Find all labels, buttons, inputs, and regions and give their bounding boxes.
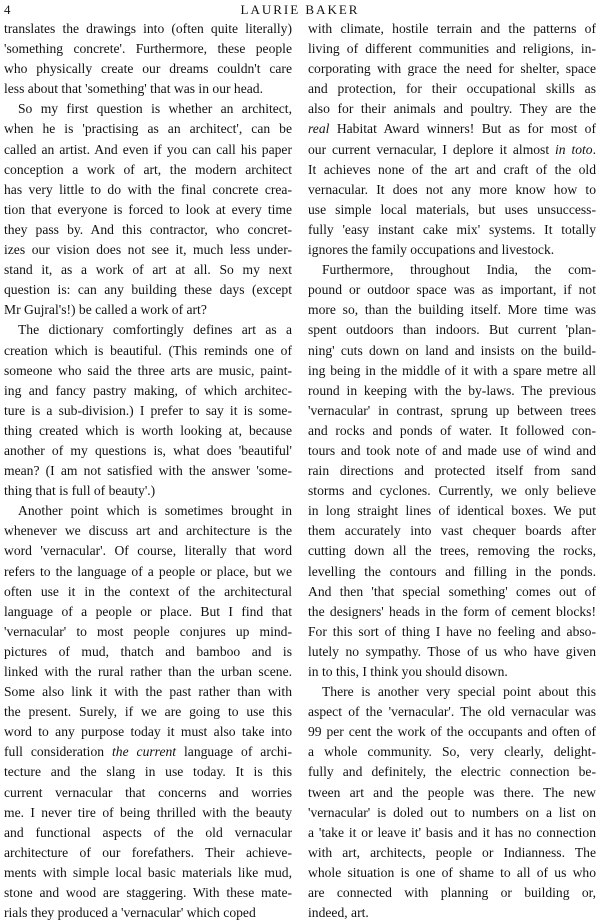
line-text: more so, than the building itself. More time was <box>308 302 596 318</box>
line-text: ing and fancy pastry making, of which architec- <box>4 382 292 398</box>
line-text: 'vernacular' is doled out to numbers on a list on <box>308 804 596 820</box>
text-line <box>4 682 292 702</box>
text-line <box>308 863 596 883</box>
text-line <box>308 220 596 240</box>
line-text: mean? (I am not satisfied with the answer 'some- <box>4 463 292 479</box>
text-line <box>4 240 292 260</box>
text-line <box>4 200 292 220</box>
line-text: Mr Gujral's!) be called a work of art? <box>4 302 207 318</box>
text-line <box>4 260 292 280</box>
text-line <box>4 582 292 602</box>
text-line <box>308 160 596 180</box>
text-line <box>308 823 596 843</box>
text-line <box>308 59 596 79</box>
text-line <box>4 662 292 682</box>
line-text: the designers' heads in the form of cement blocks! <box>308 603 596 619</box>
line-text: There is another very special point about this <box>322 684 596 700</box>
text-line <box>308 119 596 139</box>
line-text: and functional aspects of the old vernacular <box>4 824 292 840</box>
text-line <box>308 401 596 421</box>
text-line <box>4 381 292 401</box>
right-text-column <box>308 19 596 923</box>
line-text: less about that 'something' that was in our head. <box>4 81 263 97</box>
line-text: Furthermore, throughout India, the com- <box>322 262 596 278</box>
line-text: pound or outdoor space was as important, if not <box>308 282 596 298</box>
text-line <box>308 260 596 280</box>
line-text: Some also link it with the past rather than with <box>4 684 292 700</box>
line-text: with art, architects, people or Indianness. The <box>308 844 596 860</box>
text-line <box>4 521 292 541</box>
line-text: real Habitat Award winners! But as for most of <box>308 121 596 137</box>
text-line <box>308 762 596 782</box>
page-number: 4 <box>4 2 11 17</box>
text-line <box>4 341 292 361</box>
text-line <box>308 562 596 582</box>
text-line <box>4 140 292 160</box>
text-line <box>4 220 292 240</box>
text-line <box>4 160 292 180</box>
text-line <box>4 722 292 742</box>
line-text: often use it in the context of the architectural <box>4 583 292 599</box>
line-text: ments with simple local basic materials like mud, <box>4 864 292 880</box>
text-line <box>4 39 292 59</box>
line-text: tion that everyone is forced to look at every time <box>4 201 292 217</box>
text-line <box>4 602 292 622</box>
text-line <box>308 39 596 59</box>
line-text: pictures of mud, thatch and bamboo and is <box>4 643 292 659</box>
line-text: current vernacular that concerns and worries <box>4 784 292 800</box>
line-text: and rocks and ponds of water. It followed con- <box>308 422 596 438</box>
text-line <box>308 843 596 863</box>
line-text: me. I never tire of being thrilled with the beauty <box>4 804 292 820</box>
line-text: creation which is beautiful. (This reminds one of <box>4 342 292 358</box>
text-line <box>4 843 292 863</box>
text-line <box>308 903 596 923</box>
text-line <box>4 883 292 903</box>
text-line <box>4 361 292 381</box>
running-head: LAURIE BAKER <box>240 2 360 17</box>
text-line <box>308 441 596 461</box>
line-text: refers to the language of a people or place, but we <box>4 563 292 579</box>
line-text: linked with the rural rather than the urban scene. <box>4 664 292 679</box>
line-text: tween art and the people was there. The new <box>308 784 596 800</box>
text-line <box>308 582 596 602</box>
line-text: 'vernacular' in contrast, sprung up between trees <box>308 402 596 418</box>
text-line <box>308 803 596 823</box>
text-line <box>308 642 596 662</box>
line-text: them accurately into vast chequer boards after <box>308 523 596 539</box>
text-line <box>308 300 596 320</box>
line-text: ignores the family occupations and livestock. <box>308 242 555 258</box>
line-text: whole situation is one of shame to all of us who <box>308 864 596 880</box>
line-text: tours and took note of and made use of wind and <box>308 442 596 458</box>
line-text: another of my questions is, what does 'beautiful' <box>4 442 292 458</box>
line-text: living of different communities and religions, in- <box>308 41 596 57</box>
line-text: with climate, hostile terrain and the patterns of <box>308 21 596 36</box>
line-text: who physically create our dreams couldn't care <box>4 61 292 77</box>
line-text: and protection, for their occupational skills as <box>308 81 596 97</box>
text-line <box>308 622 596 642</box>
text-line <box>308 180 596 200</box>
text-line <box>308 381 596 401</box>
text-line <box>4 783 292 803</box>
text-line <box>308 883 596 903</box>
text-line <box>308 521 596 541</box>
line-text: round in keeping with the by-laws. The previous <box>308 382 596 398</box>
line-text: lutely no sympathy. Those of us who have given <box>308 643 596 659</box>
line-text: ing being in the middle of it with a spare metre all <box>308 362 596 378</box>
line-text: called an artist. And even if you can call his paper <box>4 141 292 157</box>
text-line <box>4 702 292 722</box>
line-text: when he is 'practising as an architect', can be <box>4 121 292 137</box>
text-line <box>4 59 292 79</box>
text-line <box>308 140 596 160</box>
line-text: rials they produced a 'vernacular' which coped <box>4 905 256 921</box>
line-text: levelling the contours and filling in the ponds. <box>308 563 596 579</box>
text-line <box>4 762 292 782</box>
line-text: whenever we discuss art and architecture is the <box>4 523 292 539</box>
line-text: in to this, I think you should disown. <box>308 664 508 679</box>
line-text: vernacular. It does not any more know how to <box>308 181 596 197</box>
text-line <box>308 200 596 220</box>
text-line <box>4 903 292 923</box>
text-line <box>4 501 292 521</box>
left-text-column <box>4 19 292 923</box>
line-text: fully 'easy instant cake mix' systems. It totally <box>308 221 596 237</box>
line-text: fully and definitely, the electric connection be- <box>308 764 596 780</box>
line-text: word to any purpose today it must also take into <box>4 724 292 740</box>
text-line <box>4 421 292 441</box>
line-text: use simple local materials, but uses unsuccess- <box>308 201 596 217</box>
line-text: in long straight lines of identical boxes. We put <box>308 503 596 519</box>
line-text: our current vernacular, I deplore it almost in toto. <box>308 141 596 157</box>
text-line <box>308 421 596 441</box>
text-line <box>4 401 292 421</box>
line-text: also for their animals and poultry. They are the <box>308 101 596 117</box>
line-text: architecture of our forefathers. Their achieve- <box>4 844 292 860</box>
text-line <box>4 280 292 300</box>
line-text: storms and cyclones. Currently, we only believe <box>308 483 596 499</box>
text-line <box>4 119 292 139</box>
line-text: stone and wood are staggering. With these mate- <box>4 885 292 901</box>
line-text: ning' cuts down on land and insists on the build- <box>308 342 596 358</box>
line-text: aspect of the 'vernacular'. The old vernacular was <box>308 704 596 720</box>
text-line <box>4 622 292 642</box>
line-text: word 'vernacular'. Of course, literally that word <box>4 543 292 559</box>
text-line <box>4 99 292 119</box>
line-text: a whole community. So, very clearly, delight- <box>308 744 596 760</box>
line-text: language of a people or place. But I find that <box>4 603 292 619</box>
line-text: Another point which is sometimes brought in <box>18 503 292 519</box>
line-text: rain directions and protected itself from sand <box>308 463 596 479</box>
line-text: ture is a sub-division.) I prefer to say it is some- <box>4 402 292 418</box>
text-line <box>308 722 596 742</box>
line-text: thing that is full of beauty'.) <box>4 483 156 499</box>
line-text: It achieves none of the art and craft of the old <box>308 161 596 177</box>
text-line <box>4 863 292 883</box>
line-text: cutting down all the trees, removing the rocks, <box>308 543 596 559</box>
line-text: spent outdoors than indoors. But current 'plan- <box>308 322 596 338</box>
line-text: thing created which is worth looking at, because <box>4 422 292 438</box>
line-text: full consideration the current language of archi- <box>4 744 292 760</box>
line-text: are connected with planning or building or, <box>308 885 596 901</box>
text-line <box>308 742 596 762</box>
line-text: a 'take it or leave it' basis and it has no connection <box>308 824 596 840</box>
line-text: corporating with grace the need for shelter, space <box>308 61 596 77</box>
line-text: For this sort of thing I have no feeling and abso- <box>308 623 596 639</box>
text-line <box>308 19 596 39</box>
line-text: conception a work of art, the modern architect <box>4 161 292 177</box>
text-line <box>308 602 596 622</box>
text-line <box>4 541 292 561</box>
line-text: translates the drawings into (often quite literally) <box>4 21 292 36</box>
line-text: tecture and the slang in use today. It is this <box>4 764 292 780</box>
text-line <box>4 803 292 823</box>
text-line <box>4 742 292 762</box>
line-text: has very little to do with the final concrete crea- <box>4 181 292 197</box>
text-line <box>308 79 596 99</box>
text-line <box>308 280 596 300</box>
text-line <box>308 341 596 361</box>
text-line <box>4 19 292 39</box>
text-line <box>308 682 596 702</box>
text-line <box>4 441 292 461</box>
text-line <box>4 461 292 481</box>
line-text: The dictionary comfortingly defines art as a <box>18 322 292 338</box>
line-text: izes our vision does not see it, much less under- <box>4 242 292 258</box>
line-text: they pass by. And this contractor, who concret- <box>4 221 292 237</box>
text-line <box>4 642 292 662</box>
text-line <box>308 99 596 119</box>
line-text: question is: can any building these days (except <box>4 282 292 298</box>
text-line <box>308 240 596 260</box>
text-line <box>308 481 596 501</box>
text-line <box>308 461 596 481</box>
line-text: the present. Surely, if we are going to use this <box>4 704 292 720</box>
text-line <box>4 823 292 843</box>
text-line <box>308 320 596 340</box>
line-text: And then 'that special something' comes out of <box>308 583 596 599</box>
text-line <box>4 562 292 582</box>
text-line <box>4 481 292 501</box>
line-text: So my first question is whether an architect, <box>18 101 292 117</box>
line-text: someone who said the three arts are music, paint- <box>4 362 292 378</box>
line-text: indeed, art. <box>308 905 369 921</box>
text-line <box>4 79 292 99</box>
text-line <box>4 180 292 200</box>
text-line <box>308 501 596 521</box>
text-line <box>4 300 292 320</box>
text-line <box>308 541 596 561</box>
line-text: 'vernacular' to most people conjures up mind- <box>4 623 292 639</box>
text-line <box>308 662 596 682</box>
text-line <box>308 783 596 803</box>
line-text: 99 per cent the work of the occupants and often of <box>308 724 596 740</box>
text-line <box>308 361 596 381</box>
line-text: 'something concrete'. Furthermore, these people <box>4 41 292 57</box>
text-line <box>308 702 596 722</box>
line-text: stand it, as a work of art at all. So my next <box>4 262 292 278</box>
text-line <box>4 320 292 340</box>
